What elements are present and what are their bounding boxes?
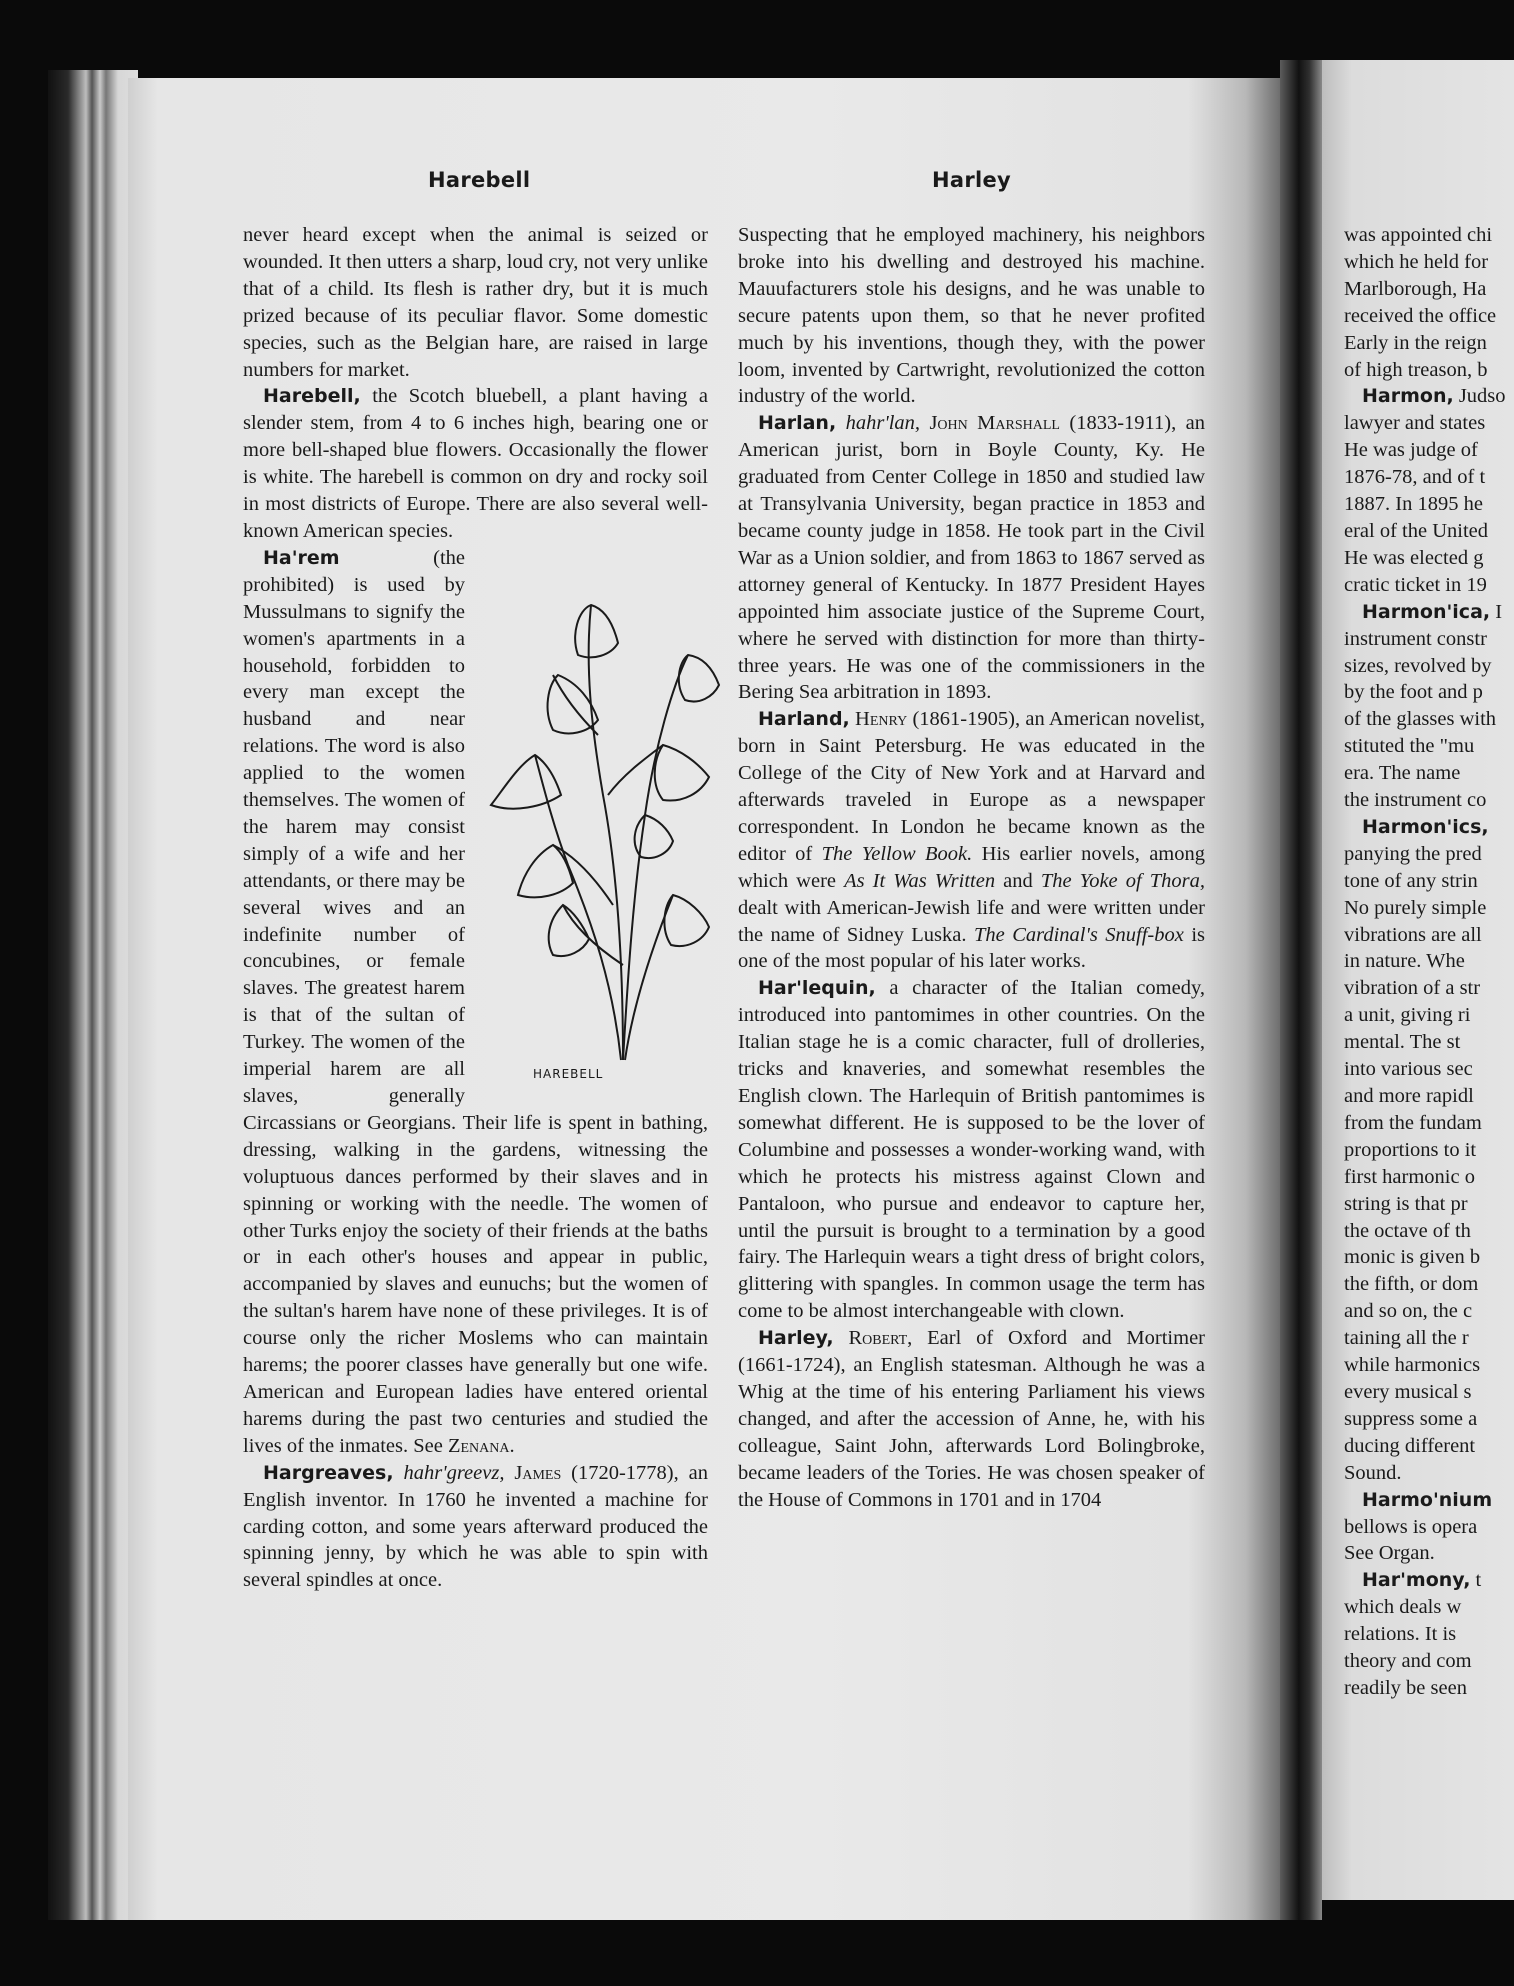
- entry-harlequin: [738, 975, 1205, 1325]
- next-page-line: Sound.: [1344, 1461, 1402, 1484]
- headword-harem: Ha'rem: [263, 546, 340, 569]
- next-page-line: He was judge of: [1344, 439, 1478, 462]
- next-page-line: vibrations are all: [1344, 923, 1482, 946]
- entry-harley: [738, 1325, 1205, 1513]
- next-page-line: eral of the United: [1344, 519, 1489, 542]
- next-page-line: which deals w: [1344, 1596, 1462, 1619]
- headword-hargreaves: Hargreaves,: [263, 1461, 394, 1484]
- headword-harlequin: Har'lequin,: [758, 977, 876, 1000]
- next-page-line: lawyer and states: [1344, 412, 1486, 435]
- book-title: The Yoke of Thora,: [1040, 869, 1205, 892]
- next-page-line: and so on, the c: [1344, 1300, 1473, 1323]
- entry-text: dealt with American-Jewish life and were written under the name of Sidney Luska.: [738, 896, 1205, 946]
- entry-harland: [738, 706, 1205, 975]
- left-column: [243, 222, 708, 1594]
- next-page-line: Harmon'ics,: [1362, 815, 1489, 838]
- next-page-line: tone of any strin: [1344, 869, 1478, 892]
- figure-caption: HAREBELL: [533, 1066, 604, 1081]
- next-page-line: theory and com: [1344, 1650, 1472, 1673]
- entry-text: a character of the Italian comedy, introduced into pantomimes in other countries. On the Italian stage he is a comic character, full of drolleries, tricks and knaveries, and somewhat resembles the English clown. The Harlequin of British pantomimes is somewhat different. He is supposed to be the lover of Columbine and possesses a wonder-working wand, with which he protects his mistress against Clown and Pantaloon, who pursue and endeavor to capture her, until the pursuit is brought to a termination by a good fairy. The Harlequin wears a tight dress of bright colors, glittering with spangles. In common usage the term has come to be almost interchangeable with clown.: [738, 977, 1205, 1323]
- next-page-line: sizes, revolved by: [1344, 654, 1492, 677]
- entry-hargreaves: [243, 1460, 708, 1595]
- headword-harebell: Harebell,: [263, 385, 361, 408]
- next-page-line: a unit, giving ri: [1344, 1004, 1471, 1027]
- next-page-line: by the foot and p: [1344, 681, 1483, 704]
- headword-harlan: Harlan,: [758, 412, 837, 435]
- entry-text-end: .: [509, 1434, 515, 1457]
- next-page-line: which he held for: [1344, 250, 1489, 273]
- harebell-drawing: [473, 545, 728, 1065]
- entry-text: (1861-1905), an American novelist, born in Saint Petersburg. He was educated in the College of the City of New York and at Harvard and afterwards traveled in Europe as a newspaper correspondent. In London he became known as the editor of: [738, 708, 1205, 865]
- next-page-line: bellows is opera: [1344, 1515, 1478, 1538]
- next-page-line: while harmonics: [1344, 1354, 1481, 1377]
- next-page-line: every musical s: [1344, 1380, 1472, 1403]
- next-page-line: proportions to it: [1344, 1138, 1477, 1161]
- entry-text: (1833-1911), an American jurist, born in Boyle County, Ky. He graduated from Center College in 1850 and studied law at Transylvania University, began practice in 1853 and became county judge in 1858. He took part in the Civil War as a Union soldier, and from 1863 to 1867 served as attorney general of Kentucky. In 1877 President Hayes appointed him associate justice of the Supreme Court, where he served with distinction for more than thirty-three years. He was one of the commissioners in the Bering Sea arbitration in 1893.: [738, 412, 1205, 704]
- person-name: Henry: [849, 708, 908, 731]
- entry-text: the Scotch bluebell, a plant having a slender stem, from 4 to 6 inches high, bearing one or more bell-shaped blue flowers. Occasionally the flower is white. The harebell is common on dry and rocky soil in most districts of Europe. There are also several well-known American species.: [243, 385, 708, 542]
- next-page-line: monic is given b: [1344, 1246, 1481, 1269]
- entry-text: Earl of Oxford and Mortimer (1661-1724), an English statesman. Although he was a Whig at the time of his entering Parliament his views changed, and after the accession of Anne, he, with his colleague, Saint John, afterwards Lord Bolingbroke, became leaders of the Tories. He was chosen speaker of the House of Commons in 1701 and in 1704: [738, 1327, 1205, 1511]
- next-page-line: era. The name: [1344, 762, 1461, 785]
- next-page-line: the octave of th: [1344, 1219, 1471, 1242]
- next-page-line: Harmon'ica, I: [1362, 600, 1503, 623]
- next-page-line: suppress some a: [1344, 1407, 1478, 1430]
- person-name: John Marshall: [920, 412, 1060, 435]
- book-title: The Yellow Book.: [821, 842, 973, 865]
- next-page-line: Harmon, Judso: [1362, 385, 1506, 408]
- book-title: As It Was Written: [844, 869, 996, 892]
- next-page-line: received the office: [1344, 304, 1497, 327]
- next-page-line: readily be seen: [1344, 1676, 1467, 1699]
- pronunciation: hahr'lan,: [836, 412, 921, 435]
- next-page-line: Early in the reign: [1344, 331, 1487, 354]
- cross-reference: Zenana: [447, 1434, 510, 1457]
- next-page-line: 1887. In 1895 he: [1344, 493, 1483, 516]
- scan-edge-left: [48, 70, 138, 1920]
- next-page-line: 1876-78, and of t: [1344, 466, 1486, 489]
- next-page-line: Har'mony, t: [1362, 1569, 1482, 1592]
- book-gutter: [1280, 60, 1322, 1920]
- person-name: James: [504, 1461, 562, 1484]
- entry-harlan: [738, 410, 1205, 706]
- entry-text: (1720-1778), an English inventor. In 1760 he invented a machine for carding cotton, and some years afterward produced the spinning jenny, by which he was able to spin with several spindles at once.: [243, 1461, 709, 1592]
- next-page-line: the fifth, or dom: [1344, 1273, 1479, 1296]
- next-page-line: from the fundam: [1344, 1111, 1482, 1134]
- next-page-line: He was elected g: [1344, 546, 1484, 569]
- next-page-line: into various sec: [1344, 1058, 1473, 1081]
- book-title: The Cardinal's Snuff-box: [973, 923, 1184, 946]
- running-head-right: Harley: [932, 168, 1012, 192]
- continuation-paragraph: never heard except when the animal is seized or wounded. It then utters a sharp, loud cry, not very unlike that of a child. Its flesh is rather dry, but it is much prized because of its peculiar flavor. Some domestic species, such as the Belgian hare, are raised in large numbers for market.: [243, 224, 708, 381]
- next-page-line: was appointed chi: [1344, 224, 1493, 246]
- pronunciation: hahr'greevz,: [393, 1461, 505, 1484]
- next-page-line: stituted the "mu: [1344, 735, 1475, 758]
- headword-harland: Harland,: [758, 708, 850, 731]
- next-page-line: and more rapidl: [1344, 1085, 1474, 1107]
- next-page-line: of high treason, b: [1344, 358, 1488, 381]
- next-page-line: No purely simple: [1344, 896, 1487, 919]
- next-page-line: instrument constr: [1344, 627, 1487, 650]
- next-page-line: string is that pr: [1344, 1192, 1468, 1215]
- next-page-line: See Organ.: [1344, 1542, 1435, 1565]
- next-page-line: mental. The st: [1344, 1031, 1461, 1054]
- next-page-line: first harmonic o: [1344, 1165, 1475, 1188]
- running-head-left: Harebell: [428, 168, 531, 192]
- right-column: [738, 222, 1205, 1514]
- next-page-line: Harmo'nium: [1362, 1488, 1493, 1511]
- next-page-line: the instrument co: [1344, 789, 1487, 812]
- entry-text: His earlier novels, among which were: [738, 842, 1205, 892]
- entry-text: (the prohibited) is used by Mussulmans to signify the women's apartments in a household, forbidden to every man except the husband and near relations. The word is also applied to the women themselves. The women of the harem may consist simply of a wife and her attendants, or there may be several wives and an indefinite number of concubines, or female slaves. The greatest harem is that of the sultan of Turkey. The women of the imperial harem are all slaves, generally Circassians or Georgians. Their life is spent in bathing, dressing, walking in the gardens, witnessing the voluptuous dances performed by their slaves and in spinning or working with the needle. The women of other Turks enjoy the society of their friends at the baths or in each other's houses and appear in public, accompanied by slaves and eunuchs; but the women of the sultan's harem have none of these privileges. It is of course only the richer Moslems who can maintain harems; the poorer classes have generally but one wife. American and European ladies have entered oriental harems during the past two centuries and studied the lives of the inmates. See: [243, 546, 708, 1457]
- entry-harebell: [243, 383, 708, 544]
- next-page-line: in nature. Whe: [1344, 950, 1465, 973]
- next-page-line: Marlborough, Ha: [1344, 277, 1487, 300]
- next-page-line: relations. It is: [1344, 1623, 1457, 1646]
- harebell-illustration: [473, 545, 728, 1088]
- entry-text: is one of the most popular of his later works.: [738, 923, 1205, 973]
- next-page-line: of the glasses with: [1344, 708, 1497, 731]
- next-page-line: cratic ticket in 19: [1344, 573, 1487, 596]
- headword-harley: Harley,: [758, 1327, 834, 1350]
- next-page-line: taining all the r: [1344, 1327, 1469, 1350]
- next-page-column: [1344, 222, 1514, 1702]
- person-name: Robert,: [833, 1327, 913, 1350]
- next-page-line: panying the pred: [1344, 842, 1482, 865]
- entry-text: and: [995, 869, 1041, 892]
- continuation-paragraph: Suspecting that he employed machinery, his neighbors broke into his dwelling and destroyed his machine. Mauufacturers stole his designs, and he was unable to secure patents upon them, so that he never profited much by his inventions, though they, with the power loom, invented by Cartwright, revolutionized the cotton industry of the world.: [738, 224, 1205, 408]
- next-page-line: vibration of a str: [1344, 977, 1481, 1000]
- next-page-line: ducing different: [1344, 1434, 1476, 1457]
